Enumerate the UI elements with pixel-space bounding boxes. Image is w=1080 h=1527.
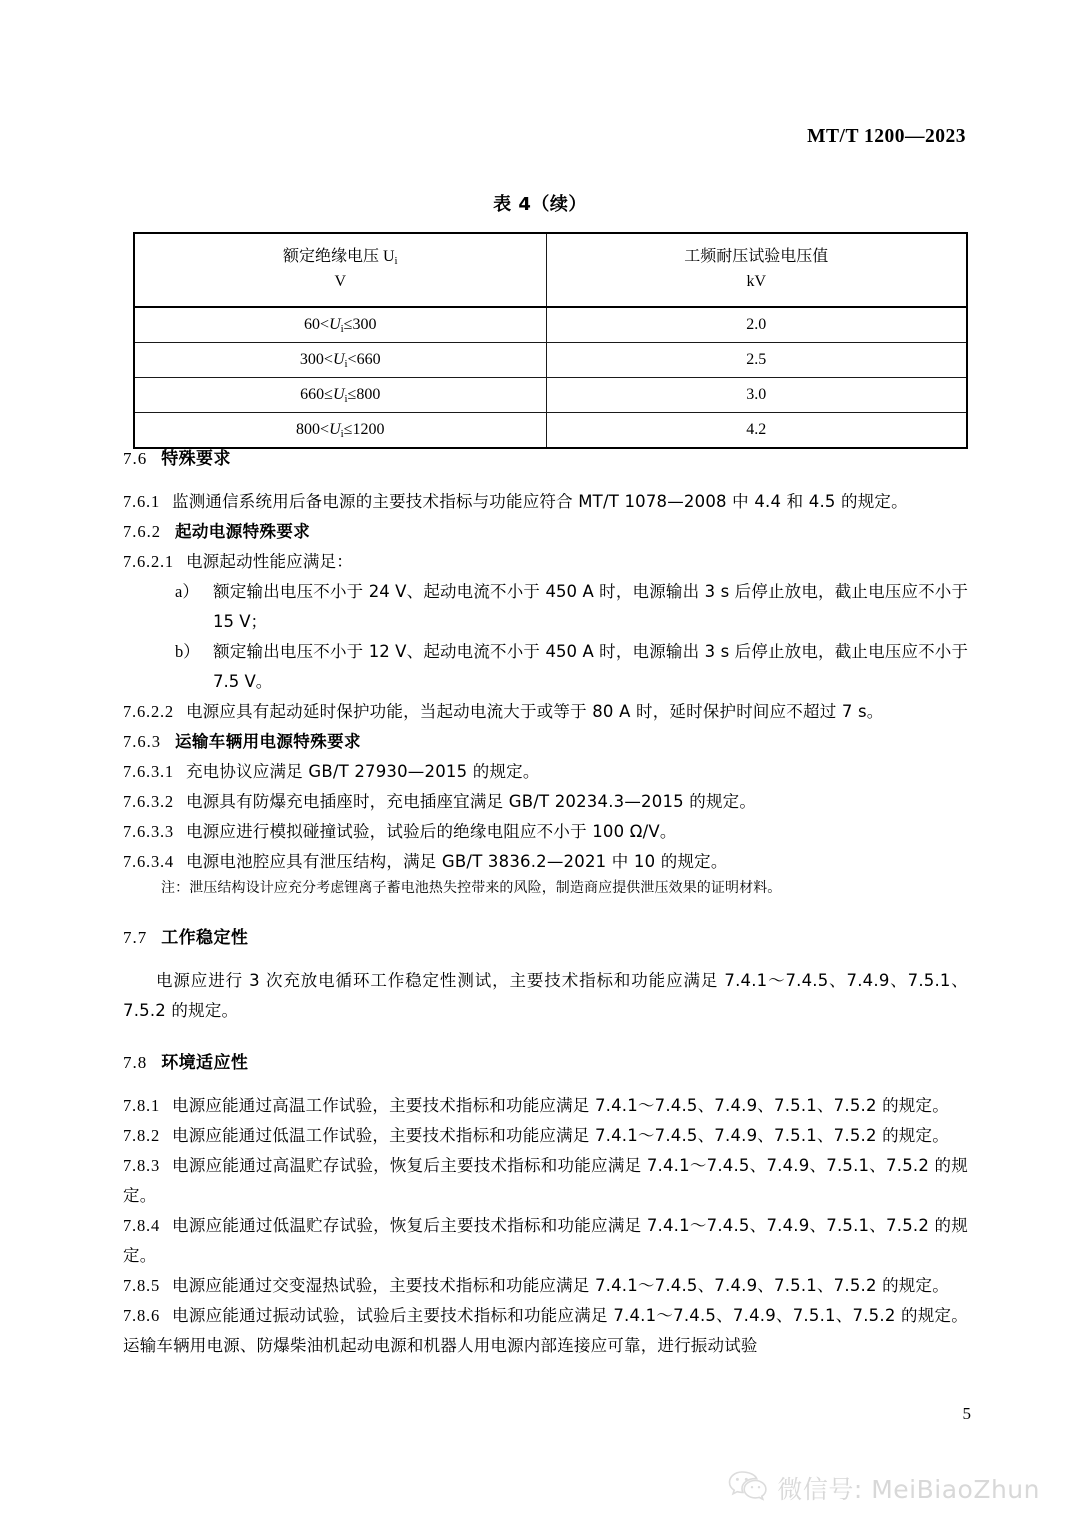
heading-title: 环境适应性 — [161, 1053, 249, 1074]
range-post: <660 — [347, 351, 381, 368]
range-symbol: U — [332, 386, 345, 403]
clause-number: 7.6.3.4 — [123, 852, 174, 872]
table-row — [134, 413, 967, 449]
table-header-row — [134, 233, 967, 307]
header-unit-a: V — [334, 273, 347, 290]
range-symbol: U — [332, 351, 345, 368]
clause-text: 电源起动性能应满足： — [185, 552, 353, 572]
cell-voltage-range — [134, 378, 546, 413]
clause-7-6-3-3 — [123, 817, 968, 847]
range-subscript: i — [344, 393, 348, 406]
cell-voltage-range — [134, 413, 546, 449]
clause-text: 电源应能通过低温工作试验，主要技术指标和功能应满足 7.4.1～7.4.5、7.4.9、7.5.1、7.5.2 的规定。 — [172, 1126, 949, 1146]
clause-text: 电源应能通过高温贮存试验，恢复后主要技术指标和功能应满足 7.4.1～7.4.5、7.4.9、7.5.1、7.5.2 的规定。 — [123, 1156, 968, 1206]
clause-number: 7.8.4 — [123, 1216, 160, 1236]
cell-test-value: 4.2 — [546, 413, 967, 449]
heading-title: 工作稳定性 — [161, 928, 249, 948]
range-symbol: U — [329, 421, 341, 438]
range-subscript: i — [344, 358, 348, 371]
clause-7-6-2-1-list — [123, 577, 968, 697]
range-subscript: i — [340, 428, 344, 441]
heading-title: 特殊要求 — [161, 449, 231, 469]
clause-7-6-3-4 — [123, 847, 968, 877]
range-pre: 800< — [296, 421, 330, 438]
heading-number: 7.6.3 — [123, 732, 161, 752]
clause-text: 电源应能通过低温贮存试验，恢复后主要技术指标和功能应满足 7.4.1～7.4.5、7.4.9、7.5.1、7.5.2 的规定。 — [123, 1216, 968, 1266]
clause-text: 监测通信系统用后备电源的主要技术指标与功能应符合 MT/T 1078—2008 中 4.4 和 4.5 的规定。 — [172, 492, 908, 511]
header-title-a: 额定绝缘电压 U — [282, 248, 395, 266]
cell-test-value: 2.0 — [546, 307, 967, 343]
clause-text: 充电协议应满足 GB/T 27930—2015 的规定。 — [185, 762, 540, 782]
range-post: ≤800 — [347, 386, 381, 403]
clause-note: 注：泄压结构设计应充分考虑锂离子蓄电池热失控带来的风险，制造商应提供泄压效果的证明材料。 — [161, 880, 782, 897]
range-pre: 300< — [299, 351, 333, 368]
header-subscript-a: i — [394, 255, 398, 268]
header-unit-b: kV — [746, 273, 767, 290]
heading-title: 起动电源特殊要求 — [175, 522, 311, 542]
cell-test-value: 3.0 — [546, 378, 967, 413]
clause-7-6-1 — [123, 487, 968, 517]
clause-number: 7.6.1 — [123, 492, 160, 511]
heading-number: 7.6.2 — [123, 522, 161, 542]
heading-7-6-3 — [123, 727, 968, 757]
table-4-continued — [133, 232, 968, 449]
range-symbol: U — [329, 316, 341, 333]
clause-text: 电源应能通过振动试验，试验后主要技术指标和功能应满足 7.4.1～7.4.5、7.4.9、7.5.1、7.5.2 的规定。运输车辆用电源、防爆柴油机起动电源和机器人用电源内部连接应可靠，进行振动试验 — [123, 1306, 968, 1356]
wechat-icon — [727, 1469, 767, 1507]
clause-text: 电源应进行模拟碰撞试验，试验后的绝缘电阻应不小于 100 Ω/V。 — [185, 822, 677, 842]
heading-7-8 — [123, 1048, 968, 1073]
range-post: ≤300 — [343, 316, 377, 333]
clause-7-6-2-2 — [123, 697, 968, 727]
heading-title: 运输车辆用电源特殊要求 — [175, 732, 361, 752]
clause-7-8-1 — [123, 1091, 968, 1121]
heading-7-6 — [123, 444, 968, 469]
heading-7-6-2 — [123, 517, 968, 547]
table-row — [134, 378, 967, 413]
clause-number: 7.6.2.1 — [123, 552, 174, 572]
standard-code-header: MT/T 1200—2023 — [807, 126, 966, 147]
list-item-text: 额定输出电压不小于 24 V、起动电流不小于 450 A 时，电源输出 3 s 后停止放电，截止电压应不小于 15 V； — [213, 582, 968, 632]
clause-7-8-5 — [123, 1271, 968, 1301]
cell-voltage-range — [134, 307, 546, 343]
clause-7-6-3-1 — [123, 757, 968, 787]
table-caption: 表 4（续） — [493, 194, 587, 215]
heading-7-7 — [123, 923, 968, 948]
list-item — [123, 577, 968, 637]
clause-7-8-2 — [123, 1121, 968, 1151]
clause-7-8-6 — [123, 1301, 968, 1361]
clause-7-8-4 — [123, 1211, 968, 1271]
range-pre: 60< — [304, 316, 330, 333]
document-body — [123, 444, 968, 1361]
table-header-cell-rated-voltage — [134, 233, 546, 307]
clause-number: 7.6.3.1 — [123, 762, 174, 782]
heading-number: 7.8 — [123, 1053, 148, 1073]
list-marker: a） — [175, 582, 199, 602]
clause-text: 电源具有防爆充电插座时，充电插座宜满足 GB/T 20234.3—2015 的规定。 — [185, 792, 757, 812]
watermark-text: 微信号: MeiBiaoZhun — [777, 1475, 1040, 1504]
list-item-text: 额定输出电压不小于 12 V、起动电流不小于 450 A 时，电源输出 3 s 后停止放电，截止电压应不小于 7.5 V。 — [213, 642, 968, 692]
header-title-b: 工频耐压试验电压值 — [684, 248, 829, 266]
clause-number: 7.6.2.2 — [123, 702, 174, 722]
heading-number: 7.7 — [123, 928, 148, 947]
range-pre: 660≤ — [300, 386, 333, 403]
table-row — [134, 307, 967, 343]
clause-text: 电源应能通过高温工作试验，主要技术指标和功能应满足 7.4.1～7.4.5、7.4.9、7.5.1、7.5.2 的规定。 — [172, 1096, 949, 1116]
table-row — [134, 343, 967, 378]
clause-number: 7.8.6 — [123, 1306, 160, 1326]
clause-number: 7.8.2 — [123, 1126, 160, 1146]
cell-voltage-range — [134, 343, 546, 378]
range-subscript: i — [340, 323, 344, 336]
clause-7-6-2-1 — [123, 547, 968, 577]
table-header-cell-test-voltage — [546, 233, 967, 307]
clause-7-6-3-2 — [123, 787, 968, 817]
page-number: 5 — [962, 1404, 971, 1423]
clause-number: 7.8.3 — [123, 1156, 160, 1176]
range-post: ≤1200 — [343, 421, 385, 438]
clause-number: 7.8.5 — [123, 1276, 160, 1296]
clause-7-8-3 — [123, 1151, 968, 1211]
clause-number: 7.6.3.2 — [123, 792, 174, 812]
clause-7-7-body: 电源应进行 3 次充放电循环工作稳定性测试，主要技术指标和功能应满足 7.4.1～7.4.5、7.4.9、7.5.1、7.5.2 的规定。 — [123, 971, 968, 1021]
clause-text: 电源应能通过交变湿热试验，主要技术指标和功能应满足 7.4.1～7.4.5、7.4.9、7.5.1、7.5.2 的规定。 — [172, 1276, 949, 1296]
clause-text: 电源应具有起动延时保护功能，当起动电流大于或等于 80 A 时，延时保护时间应不超过 7 s。 — [185, 702, 884, 722]
clause-number: 7.6.3.3 — [123, 822, 174, 842]
list-marker: b） — [175, 642, 200, 662]
list-item — [123, 637, 968, 697]
wechat-watermark — [727, 1469, 1040, 1507]
clause-number: 7.8.1 — [123, 1096, 160, 1116]
cell-test-value: 2.5 — [546, 343, 967, 378]
heading-number: 7.6 — [123, 449, 148, 468]
clause-text: 电源电池腔应具有泄压结构，满足 GB/T 3836.2—2021 中 10 的规定。 — [185, 852, 728, 872]
